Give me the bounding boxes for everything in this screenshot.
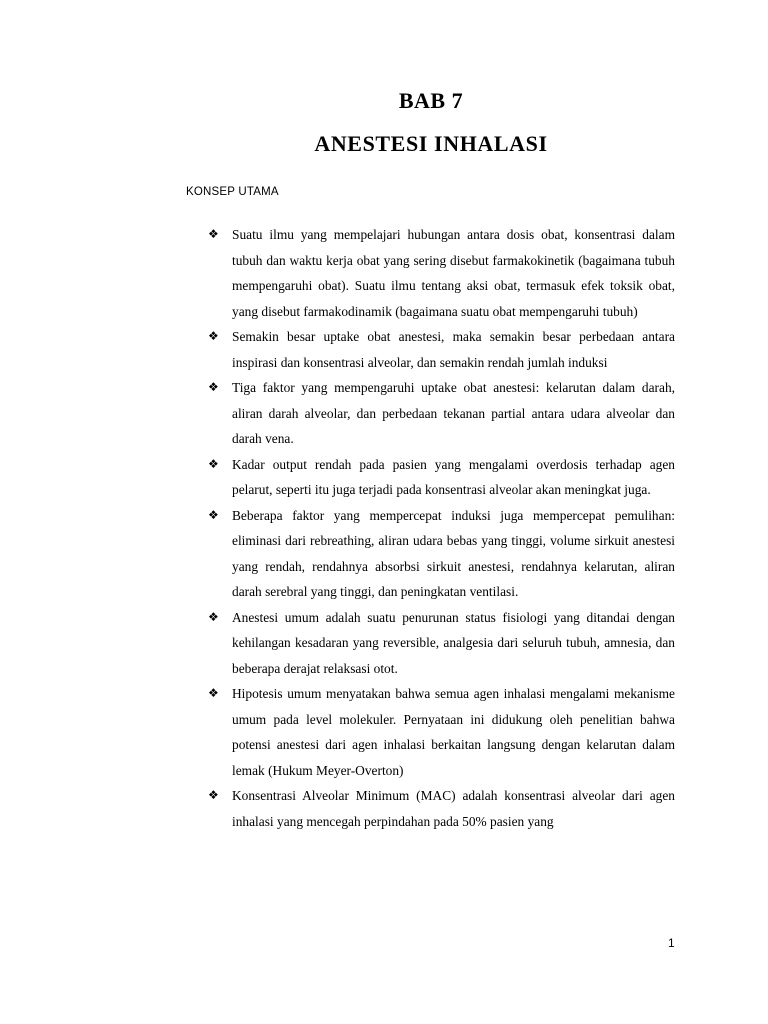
list-item-text: Anestesi umum adalah suatu penurunan status fisiologi yang ditandai dengan kehilangan kesadaran yang reversible, analgesia dari seluruh tubuh, amnesia, dan beberapa derajat relaksasi otot. [232, 609, 675, 676]
list-item-text: Kadar output rendah pada pasien yang mengalami overdosis terhadap agen pelarut, seperti itu juga terjadi pada konsentrasi alveolar akan meningkat juga. [232, 456, 675, 497]
list-item-text: Beberapa faktor yang mempercepat induksi juga mempercepat pemulihan: eliminasi dari rebreathing, aliran udara bebas yang tinggi, volume sirkuit anestesi yang rendah, rendahnya absorbsi sirkuit anestesi, rendahnya kelarutan, aliran darah serebral yang tinggi, dan peningkatan ventilasi. [232, 507, 675, 599]
diamond-bullet-icon: ❖ [208, 686, 219, 700]
diamond-bullet-icon: ❖ [208, 507, 219, 522]
diamond-bullet-icon: ❖ [208, 609, 219, 624]
list-item [208, 681, 675, 783]
diamond-bullet-icon: ❖ [208, 380, 219, 394]
bullet-list [208, 222, 675, 834]
list-item [208, 783, 675, 834]
chapter-number: BAB 7 [398, 88, 464, 113]
list-item [208, 375, 675, 452]
list-item-text: Semakin besar uptake obat anestesi, maka semakin besar perbedaan antara inspirasi dan konsentrasi alveolar, dan semakin rendah jumlah induksi [232, 329, 675, 370]
list-item [208, 222, 675, 324]
list-item-text: Hipotesis umum menyatakan bahwa semua agen inhalasi mengalami mekanisme umum pada level molekuler. Pernyataan ini didukung oleh penelitian bahwa potensi anestesi dari agen inhalasi berkaitan langsung dengan kelarutan dalam lemak (Hukum Meyer-Overton) [232, 686, 675, 778]
list-item [208, 605, 675, 682]
list-item [208, 452, 675, 503]
page-number: 1 [668, 936, 675, 950]
list-item-text: Suatu ilmu yang mempelajari hubungan antara dosis obat, konsentrasi dalam tubuh dan waktu kerja obat yang sering disebut farmakokinetik (bagaimana tubuh mempengaruhi obat). Suatu ilmu tentang aksi obat, termasuk efek toksik obat, yang disebut farmakodinamik (bagaimana suatu obat mempengaruhi tubuh) [232, 227, 675, 319]
diamond-bullet-icon: ❖ [208, 329, 219, 343]
diamond-bullet-icon: ❖ [208, 456, 219, 471]
list-item [208, 503, 675, 605]
section-heading: KONSEP UTAMA [186, 186, 279, 198]
list-item [208, 324, 675, 375]
list-item-text: Konsentrasi Alveolar Minimum (MAC) adalah konsentrasi alveolar dari agen inhalasi yang mencegah perpindahan pada 50% pasien yang [232, 788, 675, 829]
list-item-text: Tiga faktor yang mempengaruhi uptake obat anestesi: kelarutan dalam darah, aliran darah alveolar, dan perbedaan tekanan partial antara udara alveolar dan darah vena. [232, 380, 675, 446]
diamond-bullet-icon: ❖ [208, 227, 219, 241]
chapter-title: ANESTESI INHALASI [314, 131, 548, 156]
diamond-bullet-icon: ❖ [208, 788, 219, 802]
